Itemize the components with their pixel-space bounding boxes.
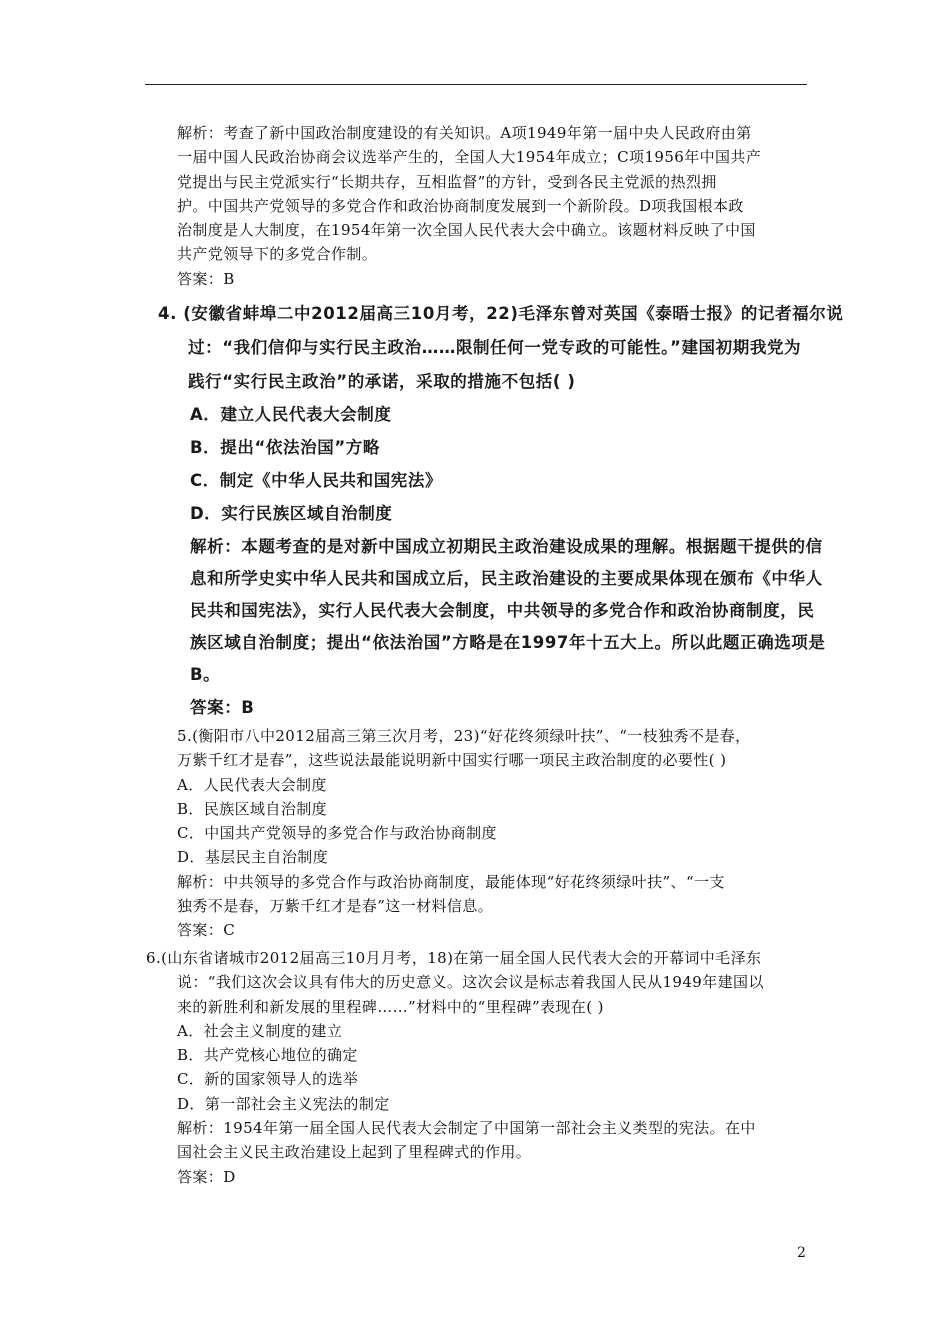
q3-analysis-line: 共产党领导下的多党合作制。 (177, 245, 378, 264)
q4-option-b: B．提出“依法治国”方略 (190, 438, 380, 457)
q6-line: 6.(山东省诸城市2012届高三10月月考，18)在第一届全国人民代表大会的开幕词中毛泽东 (146, 949, 762, 967)
q3-analysis-line: 党提出与民主党派实行“长期共存，互相监督”的方针，受到各民主党派的热烈拥 (177, 172, 717, 191)
q3-analysis-line: 解析：考查了新中国政治制度建设的有关知识。A项1949年第一届中央人民政府由第 (177, 124, 752, 142)
q6-option-d: D．第一部社会主义宪法的制定 (177, 1094, 390, 1113)
q6-line: 说：“我们这次会议具有伟大的历史意义。这次会议是标志着我国人民从1949年建国以 (177, 973, 764, 992)
q5-option-a: A．人民代表大会制度 (177, 775, 327, 794)
q4-analysis-line: 民共和国宪法》，实行人民代表大会制度，中共领导的多党合作和政治协商制度，民 (190, 601, 815, 620)
q6-option-c: C．新的国家领导人的选举 (177, 1070, 359, 1089)
q4-analysis-line: B。 (190, 665, 221, 684)
q4-answer: 答案：B (190, 698, 255, 717)
page-number: 2 (797, 1245, 806, 1261)
q5-option-c: C．中国共产党领导的多党合作与政治协商制度 (177, 824, 497, 843)
q3-answer: 答案：B (177, 269, 235, 288)
q3-analysis-line: 治制度是人大制度，在1954年第一次全国人民代表大会中确立。该题材料反映了中国 (177, 221, 756, 240)
q4-stem-line: 践行“实行民主政治”的承诺，采取的措施不包括( ) (188, 372, 576, 391)
q6-option-a: A．社会主义制度的建立 (177, 1021, 343, 1040)
q5-analysis-line: 解析：中共领导的多党合作与政治协商制度，最能体现“好花终须绿叶扶”、“一支 (177, 872, 725, 891)
q3-analysis (177, 121, 761, 291)
q4-analysis-line: 解析：本题考查的是对新中国成立初期民主政治建设成果的理解。根据题干提供的信 (190, 537, 823, 556)
q6-analysis-line: 解析：1954年第一届全国人民代表大会制定了中国第一部社会主义类型的宪法。在中 (177, 1119, 756, 1138)
q6-answer: 答案：D (177, 1167, 236, 1186)
q5-line: 5.(衡阳市八中2012届高三第三次月考，23)“好花终须绿叶扶”、“一枝独秀不是春， (177, 727, 751, 745)
q4-option-d: D．实行民族区域自治制度 (190, 504, 393, 523)
q6-line: 来的新胜利和新发展的里程碑……”材料中的“里程碑”表现在( ) (177, 997, 604, 1016)
q3-analysis-line: 一届中国人民政治协商会议选举产生的，全国人大1954年成立；C项1956年中国共产 (177, 148, 762, 167)
q5-option-b: B．民族区域自治制度 (177, 799, 328, 818)
question-5 (177, 724, 751, 943)
header-rule (145, 84, 807, 85)
q4-stem-line: 4. (安徽省蚌埠二中2012届高三10月考，22)毛泽东曾对英国《泰晤士报》的记者福尔说 (158, 304, 844, 323)
q6-analysis-line: 国社会主义民主政治建设上起到了里程碑式的作用。 (177, 1143, 532, 1162)
q5-option-d: D．基层民主自治制度 (177, 848, 329, 867)
q4-analysis-line: 族区域自治制度；提出“依法治国”方略是在1997年十五大上。所以此题正确选项是 (190, 633, 826, 652)
q5-analysis-line: 独秀不是春，万紫千红才是春”这一材料信息。 (177, 897, 494, 916)
q5-answer: 答案：C (177, 921, 236, 940)
q5-line: 万紫千红才是春”，这些说法最能说明新中国实行哪一项民主政治制度的必要性( ) (177, 751, 727, 770)
q4-option-a: A．建立人民代表大会制度 (190, 405, 392, 424)
q4-analysis-line: 息和所学史实中华人民共和国成立后，民主政治建设的主要成果体现在颁布《中华人 (190, 569, 823, 588)
q3-analysis-line: 护。中国共产党领导的多党合作和政治协商制度发展到一个新阶段。D项我国根本政 (177, 196, 744, 215)
q6-option-b: B．共产党核心地位的确定 (177, 1046, 358, 1065)
q4-option-c: C．制定《中华人民共和国宪法》 (190, 471, 443, 490)
q4-stem-line: 过：“我们信仰与实行民主政治……限制任何一党专政的可能性。”建国初期我党为 (188, 338, 802, 357)
question-6 (146, 946, 764, 1189)
